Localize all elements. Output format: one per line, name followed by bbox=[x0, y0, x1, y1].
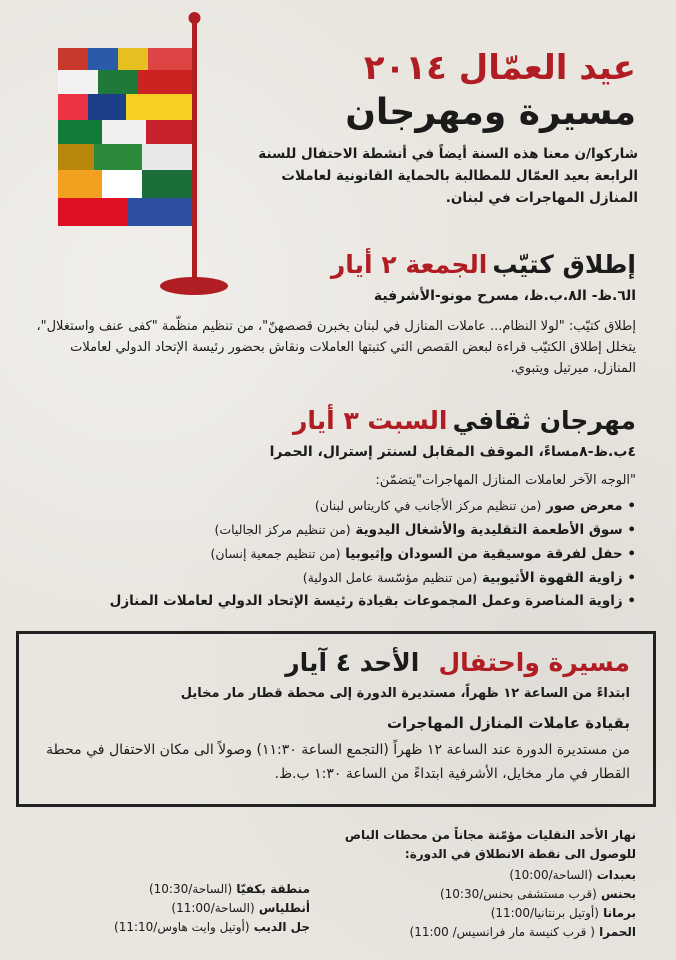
list-item: برمانا (أوتيل برنتانيا/11:00) bbox=[490, 906, 636, 920]
transport-intro: نهار الأحد النقليات مؤمّنة مجاناً من محطات الباص للوصول الى نقطة الانطلاق في الدورة: bbox=[344, 828, 636, 861]
event3-heading bbox=[285, 648, 630, 677]
list-item: • سوق الأطعمة التقليدية والأشغال اليدوية (من تنظيم مركز الجاليات) bbox=[214, 522, 636, 538]
event1-title: إطلاق كتيّب bbox=[492, 250, 636, 279]
event3-description: من مستديرة الدورة عند الساعة ١٢ ظهراً (التجمع الساعة ١١:٣٠) وصولاً الى مكان الاحتفال في محطة القطار في مار مخايل، الأشرفية ابتداءً من الساعة ١:٣٠ ب.ظ. bbox=[46, 742, 630, 782]
event2-title: مهرجان ثقافي bbox=[452, 406, 636, 435]
transport-right-list bbox=[336, 866, 636, 942]
list-item: • زاوية القهوة الأثيوبية (من تنظيم مؤسّسة عامل الدولية) bbox=[302, 570, 636, 586]
page-title: مسيرة ومهرجان bbox=[345, 92, 636, 133]
event3-start: ابتداءً من الساعة ١٢ ظهراً، مستديرة الدورة إلى محطة قطار مار مخايل bbox=[180, 686, 630, 701]
event1-description: إطلاق كتيّب: "لولا النظام... عاملات المنازل في لبنان يخبرن قصصهنّ"، من تنظيم منظّمة "كفى عنف واستغلال"، يتخلل إطلاق الكتيّب قراءة لبعض القصص التي كتبتها العاملات ونقاش بحضور رئيسة الإتحاد الدولي لعاملات المنازل، ميرتيل ويتبوي. bbox=[36, 319, 636, 376]
event2-time-place: ٤ب.ﻅ-٨مساءً، الموقف المقابل لسنتر إسترال، الحمرا bbox=[269, 444, 636, 460]
list-item: جل الديب (أوتيل وايت هاوس/11:10) bbox=[114, 920, 310, 934]
list-item: بعبدات (الساحة/10:00) bbox=[509, 868, 636, 882]
list-item: أنطلياس (الساحة/11:00) bbox=[171, 901, 310, 915]
event3-title: مسيرة واحتفال bbox=[438, 648, 630, 677]
event1-day: الجمعة ٢ أيار bbox=[330, 250, 488, 279]
list-item: • زاوية المناصرة وعمل المجموعات بقيادة رئيسة الإتحاد الدولي لعاملات المنازل bbox=[109, 593, 636, 609]
event2-heading bbox=[293, 406, 636, 435]
event2-intro: "الوجه الآخر لعاملات المنازل المهاجرات"يتضمّن: bbox=[375, 473, 636, 488]
flags-illustration bbox=[40, 10, 250, 300]
title-year: عيد العمّال ٢٠١٤ bbox=[363, 48, 636, 88]
event1-time-place: اﻟ٦.ﻅ- اﻟ٨.ب.ﻅ، مسرح مونو-الأشرفية bbox=[373, 288, 636, 304]
list-item: • حفل لفرقة موسيقية من السودان وإثيوبيا (من تنظيم جمعية إنسان) bbox=[210, 546, 636, 562]
list-item: منطقة بكفيّا (الساحة/10:30) bbox=[148, 882, 310, 896]
event3-lead: بقيادة عاملات المنازل المهاجرات bbox=[387, 714, 630, 732]
event3-day: الأحد ٤ آيار bbox=[285, 648, 420, 677]
event1-heading bbox=[331, 250, 636, 279]
list-item: • معرض صور (من تنظيم مركز الأجانب في كاريتاس لبنان) bbox=[314, 498, 636, 514]
list-item: بحنس (قرب مستشفى بحنس/10:30) bbox=[439, 887, 636, 901]
event2-list bbox=[36, 494, 636, 613]
event2-day: السبت ٣ أيار bbox=[292, 406, 448, 435]
intro-text: شاركوا/ن معنا هذه السنة أيضاً في أنشطة الاحتفال للسنة الرابعة بعيد العمّال للمطالبة بالحماية القانونية لعاملات المنازل المهاجرات في لبنان. bbox=[258, 146, 638, 206]
list-item: الحمرا ( قرب كنيسة مار فرانسيس/ 11:00) bbox=[409, 925, 636, 939]
transport-left-list bbox=[110, 880, 310, 937]
